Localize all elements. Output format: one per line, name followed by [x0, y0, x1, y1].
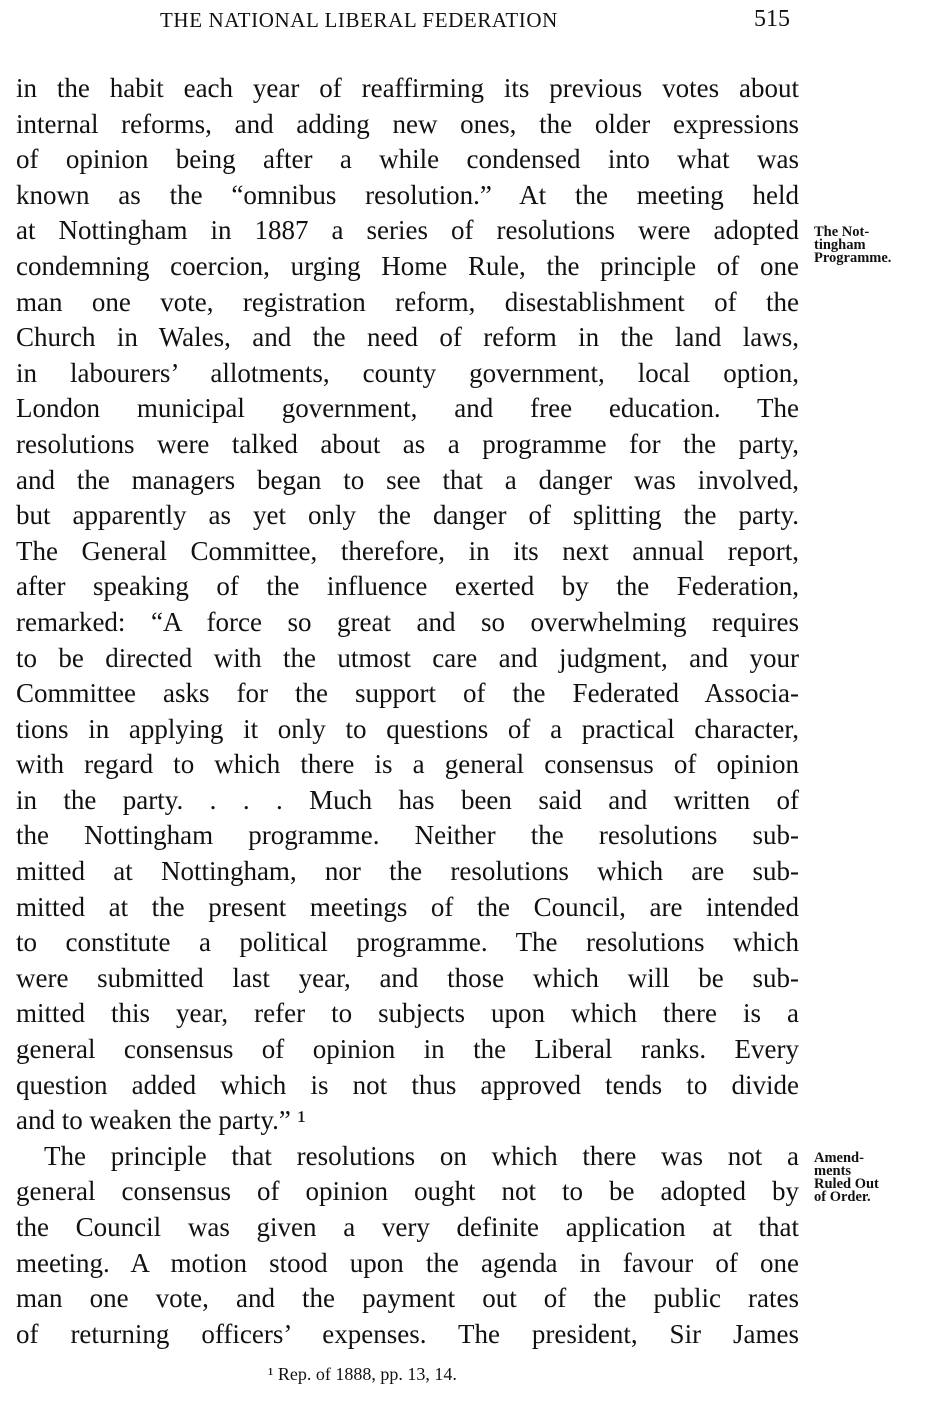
text-line: and the managers began to see that a danger was involved, — [16, 464, 799, 495]
text-line: remarked: “A force so great and so overwhelming requires — [16, 606, 799, 637]
body-text — [16, 71, 799, 1352]
text-line: with regard to which there is a general consensus of opinion — [16, 749, 799, 780]
text-line: The General Committee, therefore, in its next annual report, — [16, 535, 799, 566]
text-line: to be directed with the utmost care and judgment, and your — [16, 642, 799, 673]
text-line: Church in Wales, and the need of reform in the land laws, — [16, 322, 799, 353]
text-line: condemning coercion, urging Home Rule, the principle of one — [16, 250, 799, 281]
text-line: general consensus of opinion in the Liberal ranks. Every — [16, 1034, 799, 1065]
text-line: to constitute a political programme. The resolutions which — [16, 927, 799, 958]
text-line: but apparently as yet only the danger of splitting the party. — [16, 500, 799, 531]
side-note-line: ments — [814, 1163, 852, 1179]
side-note-amendments-ruled-out — [814, 1152, 939, 1204]
footnote: ¹ Rep. of 1888, pp. 13, 14. — [268, 1364, 457, 1384]
side-note-line: Programme. — [814, 250, 892, 266]
text-line: man one vote, and the payment out of the public rates — [16, 1283, 799, 1314]
text-line: in labourers’ allotments, county government, local option, — [16, 357, 799, 388]
side-note-line: tingham — [814, 237, 866, 253]
side-note-line: The Not- — [814, 224, 870, 240]
side-note-line: Amend- — [814, 1150, 864, 1166]
text-line: tions in applying it only to questions of a practical character, — [16, 713, 799, 744]
text-line: mitted at the present meetings of the Council, are intended — [16, 891, 799, 922]
page-number: 515 — [754, 6, 790, 32]
text-line: at Nottingham in 1887 a series of resolutions were adopted — [16, 215, 799, 246]
text-line: general consensus of opinion ought not to be adopted by — [16, 1176, 799, 1207]
text-line: man one vote, registration reform, disestablishment of the — [16, 286, 799, 317]
text-line: question added which is not thus approved tends to divide — [16, 1069, 799, 1100]
text-line: in the habit each year of reaffirming its previous votes about — [16, 73, 799, 103]
text-line: after speaking of the influence exerted by the Federation, — [16, 571, 799, 602]
text-line: and to weaken the party.” ¹ — [16, 1105, 306, 1136]
text-line: were submitted last year, and those which will be sub- — [16, 962, 799, 993]
text-line: resolutions were talked about as a programme for the party, — [16, 428, 799, 459]
text-line: in the party. . . . Much has been said and written of — [16, 784, 799, 815]
text-line: the Council was given a very definite application at that — [16, 1212, 799, 1242]
page-header — [0, 8, 945, 38]
text-line: of opinion being after a while condensed into what was — [16, 144, 799, 175]
text-line: internal reforms, and adding new ones, the older expressions — [16, 108, 799, 139]
text-line: of returning officers’ expenses. The president, Sir James — [16, 1318, 799, 1349]
text-line: the Nottingham programme. Neither the resolutions sub- — [16, 820, 799, 851]
side-note-nottingham-programme — [814, 226, 939, 265]
text-line: mitted this year, refer to subjects upon which there is a — [16, 998, 799, 1029]
text-line: The principle that resolutions on which there was not a — [44, 1140, 799, 1171]
text-line: Committee asks for the support of the Federated Associa- — [16, 678, 799, 709]
text-line: meeting. A motion stood upon the agenda in favour of one — [16, 1247, 799, 1278]
side-note-line: Ruled Out — [814, 1176, 879, 1192]
text-line: mitted at Nottingham, nor the resolutions which are sub- — [16, 856, 799, 887]
running-head: THE NATIONAL LIBERAL FEDERATION — [160, 8, 558, 32]
text-line: known as the “omnibus resolution.” At the meeting held — [16, 179, 799, 210]
text-line: London municipal government, and free education. The — [16, 393, 799, 424]
side-note-line: of Order. — [814, 1189, 871, 1205]
